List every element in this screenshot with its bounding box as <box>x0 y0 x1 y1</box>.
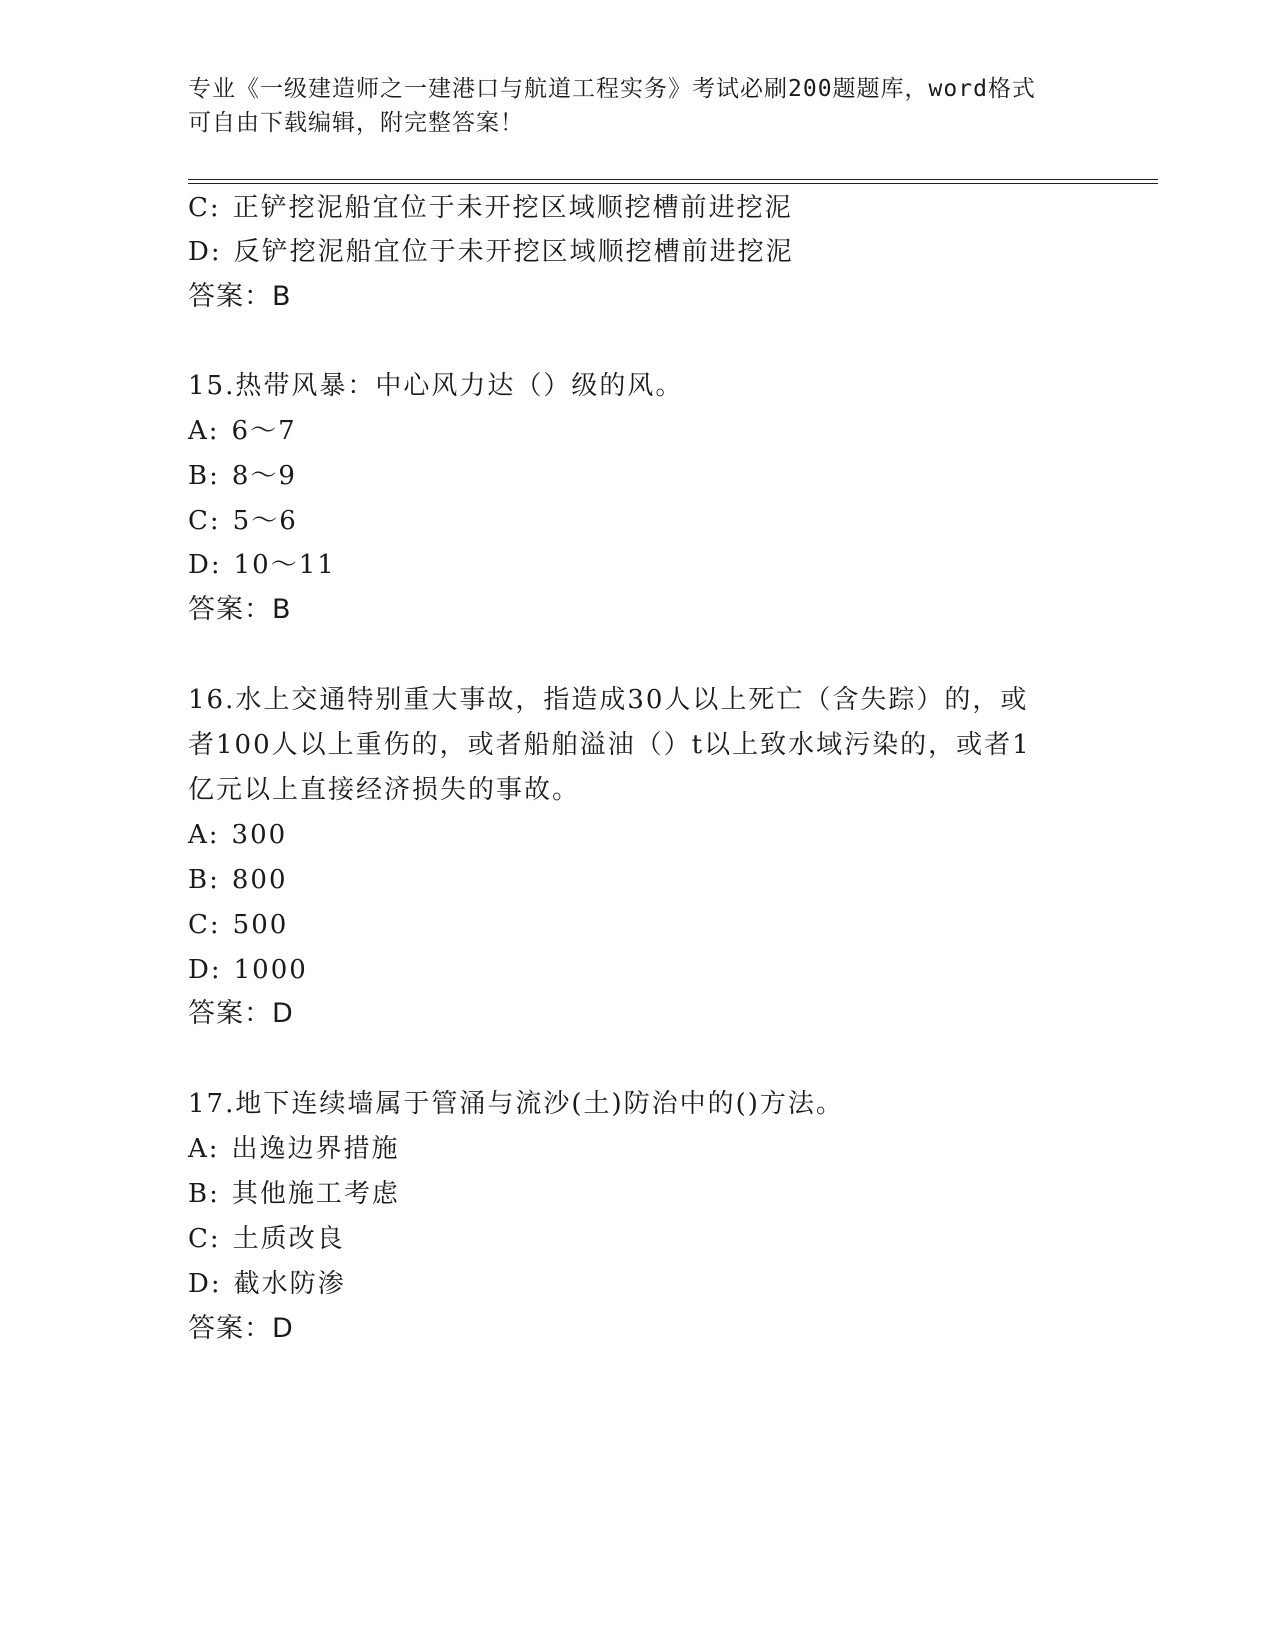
option-label: B: <box>188 461 220 491</box>
q15-option-d <box>188 548 336 582</box>
option-label: C: <box>188 910 221 940</box>
option-text: 8～9 <box>231 461 297 491</box>
q16-option-c <box>188 908 288 942</box>
q15-option-a <box>188 414 297 448</box>
option-text: 500 <box>232 910 289 940</box>
q17-stem: 17.地下连续墙属于管涌与流沙(土)防治中的()方法。 <box>188 1089 844 1119</box>
q16-stem-line-1: 16.水上交通特别重大事故，指造成30人以上死亡（含失踪）的，或 <box>188 685 1029 715</box>
option-label: D: <box>188 550 222 580</box>
option-label: B: <box>188 1179 220 1209</box>
option-label: A: <box>188 820 220 850</box>
option-text: 800 <box>231 865 288 895</box>
option-label: D: <box>188 1269 222 1299</box>
option-text: 10～11 <box>233 550 336 580</box>
q16-option-a <box>188 818 287 852</box>
header-divider-bottom <box>188 183 1158 184</box>
q14-answer: 答案：B <box>188 281 292 312</box>
q16-stem-line-2: 者100人以上重伤的，或者船舶溢油（）t以上致水域污染的，或者1 <box>188 730 1031 760</box>
option-label: D: <box>188 955 222 985</box>
option-text: 其他施工考虑 <box>231 1179 400 1209</box>
q17-option-b <box>188 1177 400 1211</box>
q14-option-c <box>188 191 793 225</box>
option-label: C: <box>188 506 221 536</box>
option-label: A: <box>188 1134 220 1164</box>
option-text: 反铲挖泥船宜位于未开挖区域顺挖槽前进挖泥 <box>233 237 794 267</box>
q15-option-b <box>188 459 297 493</box>
q15-stem: 15.热带风暴：中心风力达（）级的风。 <box>188 371 684 401</box>
option-text: 5～6 <box>232 506 298 536</box>
option-text: 出逸边界措施 <box>231 1134 400 1164</box>
header-line-1: 专业《一级建造师之一建港口与航道工程实务》考试必刷200题题库，word格式 <box>188 76 1036 102</box>
q17-answer: 答案：D <box>188 1313 294 1344</box>
document-header <box>188 72 1088 140</box>
option-label: C: <box>188 193 221 223</box>
q15-answer: 答案：B <box>188 594 292 625</box>
q15-option-c <box>188 504 298 538</box>
option-label: C: <box>188 1224 221 1254</box>
option-text: 300 <box>231 820 288 850</box>
option-text: 土质改良 <box>232 1224 345 1254</box>
option-text: 6～7 <box>231 416 297 446</box>
q17-option-a <box>188 1132 400 1166</box>
q17-option-d <box>188 1267 346 1301</box>
header-line-2: 可自由下载编辑，附完整答案！ <box>188 110 524 136</box>
option-text: 截水防渗 <box>233 1269 346 1299</box>
q14-option-d <box>188 235 794 269</box>
q16-option-b <box>188 863 288 897</box>
q16-answer: 答案：D <box>188 998 294 1029</box>
option-text: 1000 <box>233 955 308 985</box>
header-divider-top <box>188 179 1158 180</box>
option-label: A: <box>188 416 220 446</box>
q17-option-c <box>188 1222 345 1256</box>
q16-stem-line-3: 亿元以上直接经济损失的事故。 <box>188 775 581 805</box>
q16-option-d <box>188 953 308 987</box>
option-label: B: <box>188 865 220 895</box>
option-label: D: <box>188 237 222 267</box>
option-text: 正铲挖泥船宜位于未开挖区域顺挖槽前进挖泥 <box>232 193 793 223</box>
